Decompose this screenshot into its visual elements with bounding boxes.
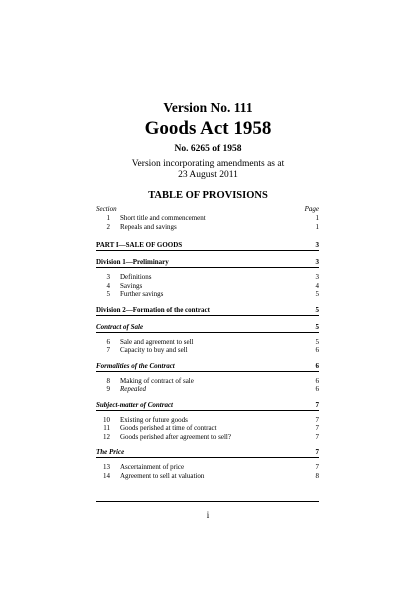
footer-divider (96, 501, 319, 502)
page-ref: 5 (315, 337, 319, 346)
version-note-line2: 23 August 2011 (178, 170, 238, 180)
act-number: No. 6265 of 1958 (174, 144, 242, 154)
version-label: Version No. 111 (163, 100, 253, 115)
part-title: PART I—SALE OF GOODS (96, 241, 183, 249)
toc-row[interactable] (96, 472, 319, 481)
toc-row[interactable] (96, 290, 319, 299)
section-title: Sale and agreement to sell (120, 337, 194, 346)
section-title: Existing or future goods (120, 415, 188, 424)
act-title: Goods Act 1958 (144, 118, 272, 139)
version-note-line1: Version incorporating amendments as at (131, 159, 285, 169)
toc-row[interactable] (96, 416, 319, 425)
section-title: Goods perished at time of contract (120, 424, 217, 432)
section-number: 7 (106, 346, 110, 354)
section-number: 6 (106, 337, 110, 346)
section-number: 10 (103, 415, 110, 424)
section-title: Making of contract of sale (120, 376, 194, 385)
section-title: Repeals and savings (120, 222, 177, 231)
section-number: 1 (106, 214, 110, 222)
subheading-title: Subject-matter of Contract (96, 400, 173, 409)
page-ref: 6 (315, 376, 319, 385)
page-ref: 7 (315, 424, 319, 432)
page-ref: 6 (315, 361, 319, 370)
page-ref: 7 (315, 415, 319, 424)
section-title: Capacity to buy and sell (120, 346, 188, 354)
section-title: Short title and commencement (120, 214, 206, 222)
toc-heading: TABLE OF PROVISIONS (148, 190, 268, 201)
page-ref: 1 (315, 214, 319, 222)
toc-row[interactable] (96, 346, 319, 355)
toc-row[interactable] (96, 463, 319, 472)
page-ref: 7 (315, 432, 319, 441)
page-ref: 5 (315, 290, 319, 298)
division-title: Division 1—Preliminary (96, 258, 169, 266)
toc-division-heading[interactable] (96, 258, 319, 268)
section-number: 13 (103, 463, 110, 471)
page-ref: 3 (315, 241, 319, 249)
subheading-title: Contract of Sale (96, 322, 144, 331)
section-title: Definitions (120, 273, 152, 281)
page-ref: 6 (315, 385, 319, 393)
division-title: Division 2—Formation of the contract (96, 305, 210, 314)
section-number: 14 (103, 471, 110, 480)
page-ref: 5 (315, 322, 319, 331)
section-number: 12 (103, 432, 110, 441)
toc-column-headers (96, 205, 319, 214)
page-ref: 7 (315, 463, 319, 471)
page-column-header: Page (304, 205, 319, 213)
section-column-header: Section (96, 205, 117, 213)
section-title: Goods perished after agreement to sell? (120, 432, 231, 441)
subheading-title: The Price (96, 448, 125, 456)
page-ref: 8 (315, 471, 319, 480)
section-number: 2 (106, 222, 110, 231)
section-title: Ascertainment of price (120, 463, 185, 471)
section-number: 4 (106, 281, 110, 290)
section-title: Savings (120, 281, 143, 290)
section-number: 11 (103, 424, 110, 432)
table-of-provisions (96, 205, 319, 480)
page-ref: 3 (315, 258, 319, 266)
page-number: i (206, 510, 210, 520)
section-number: 9 (106, 385, 110, 393)
page-ref: 4 (315, 281, 319, 290)
subheading-title: Formalities of the Contract (96, 361, 175, 370)
page-ref: 7 (315, 400, 319, 409)
toc-row[interactable] (96, 433, 319, 442)
toc-row[interactable] (96, 282, 319, 291)
toc-row[interactable] (96, 338, 319, 347)
toc-part-heading[interactable] (96, 241, 319, 251)
toc-row[interactable] (96, 223, 319, 232)
section-title: Agreement to sell at valuation (120, 471, 205, 480)
section-number: 5 (106, 290, 110, 298)
page-ref: 6 (315, 346, 319, 354)
toc-row[interactable] (96, 424, 319, 433)
section-title: Repealed (120, 385, 147, 393)
version-note (0, 159, 416, 181)
page-ref: 5 (315, 305, 319, 314)
page-ref: 3 (315, 273, 319, 281)
section-number: 3 (106, 273, 110, 281)
toc-division-heading[interactable] (96, 306, 319, 316)
section-title: Further savings (120, 290, 164, 298)
toc-subheading[interactable] (96, 448, 319, 458)
toc-subheading[interactable] (96, 401, 319, 411)
page-ref: 1 (315, 222, 319, 231)
section-number: 8 (106, 376, 110, 385)
toc-row[interactable] (96, 214, 319, 223)
toc-subheading[interactable] (96, 323, 319, 333)
toc-subheading[interactable] (96, 362, 319, 372)
toc-row[interactable] (96, 273, 319, 282)
page-ref: 7 (315, 448, 319, 456)
toc-row[interactable] (96, 377, 319, 386)
toc-row[interactable] (96, 385, 319, 394)
